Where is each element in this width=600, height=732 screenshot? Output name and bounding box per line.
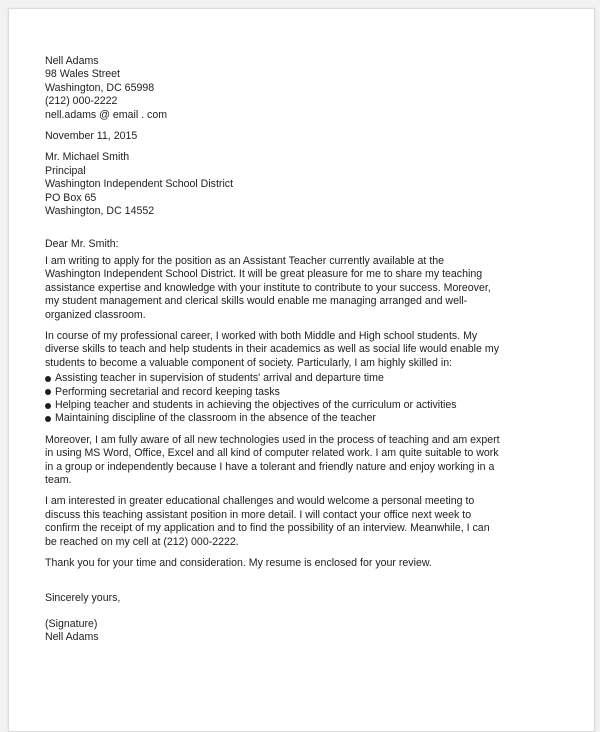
- sender-city: Washington, DC 65998: [45, 81, 155, 94]
- paragraph-line: Moreover, I am fully aware of all new technologies used in the process of teaching and am expert: [45, 433, 500, 446]
- sender-name: Nell Adams: [45, 55, 99, 67]
- bullet-icon: [45, 416, 51, 422]
- list-item: [45, 399, 555, 412]
- list-item: [45, 386, 555, 399]
- paragraph-line: I am writing to apply for the position as an Assistant Teacher currently available at the: [45, 254, 445, 267]
- bullet-icon: [45, 376, 51, 382]
- paragraph-line: in a group or independently because I have a tolerant and friendly nature and enjoy working in a: [45, 460, 495, 473]
- signer-name: Nell Adams: [45, 631, 99, 644]
- paragraph-line: organized classroom.: [45, 308, 146, 321]
- recipient-city: Washington, DC 14552: [45, 205, 155, 218]
- paragraph-1: [45, 255, 555, 322]
- document-page: [8, 8, 595, 732]
- paragraph-line: confirm the receipt of my application and to find the possibility of an interview. Meanwhile, I can: [45, 522, 490, 535]
- list-item-text: Maintaining discipline of the classroom in the absence of the teacher: [55, 412, 376, 425]
- list-item-text: Performing secretarial and record keeping tasks: [55, 385, 280, 398]
- list-item-text: Helping teacher and students in achieving the objectives of the curriculum or activities: [55, 398, 457, 411]
- bullet-icon: [45, 389, 51, 395]
- paragraph-line: Washington Independent School District. It will be great pleasure for me to share my teaching: [45, 268, 483, 281]
- cover-letter: [45, 55, 555, 645]
- signature-block: [45, 618, 555, 645]
- skills-list: [45, 372, 555, 426]
- paragraph-line: Thank you for your time and consideration. My resume is enclosed for your review.: [45, 557, 432, 569]
- list-item: [45, 372, 555, 385]
- recipient-box: PO Box 65: [45, 191, 97, 204]
- paragraph-line: diverse skills to teach and help students in their academics as well as social life would enable my: [45, 343, 499, 356]
- closing-text: Sincerely yours,: [45, 592, 121, 605]
- sender-email: nell.adams @ email . com: [45, 108, 168, 121]
- paragraph-3: [45, 434, 555, 488]
- recipient-title: Principal: [45, 164, 86, 177]
- paragraph-5: [45, 557, 555, 570]
- letter-date: [45, 130, 555, 143]
- paragraph-line: team.: [45, 473, 72, 486]
- salutation: [45, 238, 555, 251]
- date-text: November 11, 2015: [45, 130, 138, 143]
- recipient-name: Mr. Michael Smith: [45, 151, 130, 164]
- paragraph-line: be reached on my cell at (212) 000-2222.: [45, 535, 239, 548]
- paragraph-4: [45, 495, 555, 549]
- paragraph-line: students to become a valuable component of society. Particularly, I am highly skilled in:: [45, 356, 453, 369]
- recipient-organization: Washington Independent School District: [45, 178, 234, 191]
- list-item-text: Assisting teacher in supervision of students' arrival and departure time: [55, 372, 384, 385]
- paragraph-line: discuss this teaching assistant position in more detail. I will contact your office next week to: [45, 508, 472, 521]
- closing: [45, 592, 555, 605]
- salutation-text: Dear Mr. Smith:: [45, 238, 119, 251]
- list-item: [45, 412, 555, 425]
- paragraph-line: assistance expertise and knowledge with your institute to contribute to your success. Moreover,: [45, 281, 491, 294]
- paragraph-line: my student management and clerical skills would enable me managing arranged and well-: [45, 295, 468, 308]
- sender-phone: (212) 000-2222: [45, 95, 118, 108]
- paragraph-line: In course of my professional career, I worked with both Middle and High school students. My: [45, 329, 478, 342]
- signature-text: (Signature): [45, 617, 98, 630]
- bullet-icon: [45, 403, 51, 409]
- recipient-address: [45, 151, 555, 218]
- paragraph-line: I am interested in greater educational challenges and would welcome a personal meeting to: [45, 495, 475, 508]
- sender-address: [45, 55, 555, 122]
- paragraph-line: in using MS Word, Office, Excel and all kind of computer related work. I am quite suitable to work: [45, 447, 499, 460]
- paragraph-2: [45, 330, 555, 370]
- sender-street: 98 Wales Street: [45, 68, 120, 81]
